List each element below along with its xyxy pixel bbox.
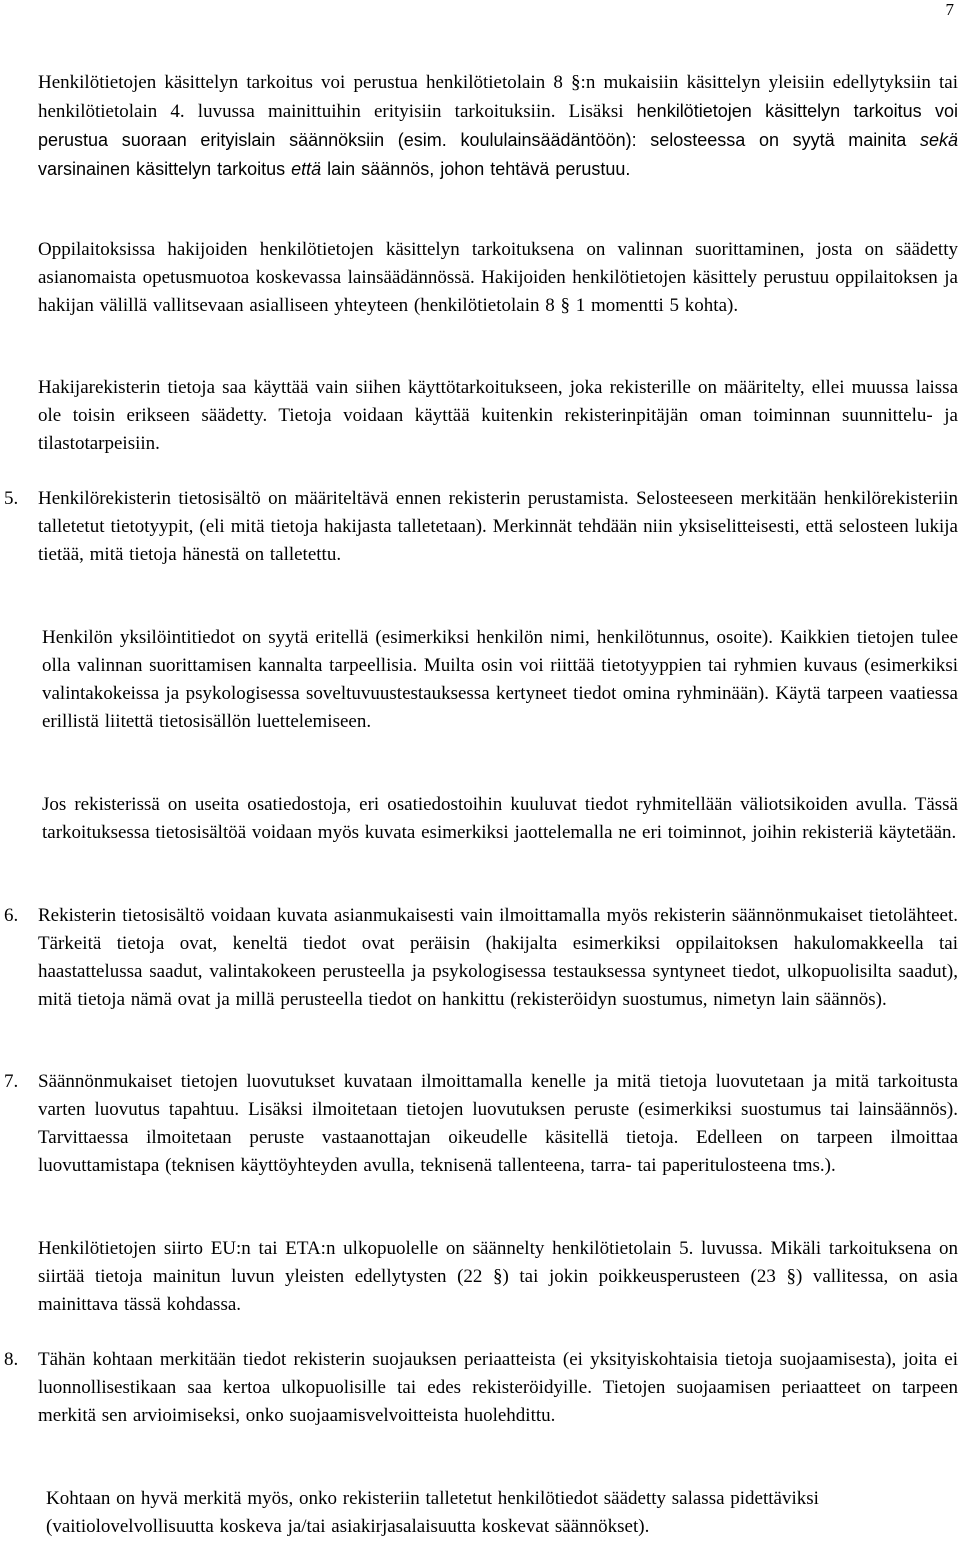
paragraph-identification: Henkilön yksilöintitiedot on syytä eritellä (esimerkiksi henkilön nimi, henkilötunnus, osoite). Kaikkien tietojen tulee olla valinnan suorittamisen kannalta tarpeellisia. Muilta osin voi riittää tietotyyppien tai ryhmien kuvaus (esimerkiksi valintakokeissa ja psykologisessa soveltuvuustestauksessa kertyneet tiedot omina ryhminään). Käytä tarpeen vaatiessa erillistä liitettä tietosisällön luettelemiseen.: [42, 627, 958, 732]
item-text-5: Henkilörekisterin tietosisältö on määriteltävä ennen rekisterin perustamista. Selosteeseen merkitään henkilörekisteriin talletetut tietotyypit, (eli mitä tietoja hakijasta talletetaan). Merkinnät tehdään niin yksiselitteisesti, että selosteen lukija tietää, mitä tietoja hänestä on talletettu.: [38, 488, 958, 565]
paragraph-purpose-sans-c: lain säännös, johon tehtävä perustuu.: [321, 159, 631, 179]
item-number-7: 7.: [4, 1071, 19, 1092]
paragraph-schools: Oppilaitoksissa hakijoiden henkilötietojen käsittelyn tarkoituksena on valinnan suorittaminen, josta on säädetty asianomaista opetusmuotoa koskevassa lainsäädännössä. Hakijoiden henkilötietojen käsittely perustuu oppilaitoksen ja hakijan välillä vallitsevaan asialliseen yhteyteen (henkilötietolain 8 § 1 momentti 5 kohta).: [38, 239, 958, 316]
paragraph-transfer-eu: Henkilötietojen siirto EU:n tai ETA:n ulkopuolelle on säännelty henkilötietolain 5. luvussa. Mikäli tarkoituksena on siirtää tietoja mainitun luvun yleisten edellytysten (22 §) tai jokin poikkeusperusteen (23 §) vallitessa, on asia mainittava tässä kohdassa.: [38, 1238, 958, 1315]
paragraph-purpose-sans-b: varsinainen käsittelyn tarkoitus: [38, 159, 292, 179]
item-number-8: 8.: [4, 1349, 19, 1370]
page-number: 7: [945, 0, 954, 19]
item-text-8: Tähän kohtaan merkitään tiedot rekisterin suojauksen periaatteista (ei yksityiskohtaisia tietoja suojaamisesta), joita ei luonnollisestikaan saa kertoa ulkopuolisille tai edes rekisteröidyille. Tietojen suojaamisen periaatteet on tarpeen merkitä sen arvioimiseksi, onko suojaamisvelvoitteista huolehdittu.: [38, 1349, 958, 1426]
item-number-6: 6.: [4, 905, 19, 926]
paragraph-purpose-sans-a: henkilötietojen käsittelyn tarkoitus voi perustua suoraan erityislain säännöksiin (esim. koululainsäädäntöön): selosteessa on syytä mainita: [38, 101, 959, 150]
item-text-6: Rekisterin tietosisältö voidaan kuvata asianmukaisesti vain ilmoittamalla myös rekisterin säännönmukaiset tietolähteet. Tärkeitä tietoja ovat, keneltä tiedot ovat peräisin (hakijalta esimerkiksi oppilaitoksen hakulomakkeella tai haastattelussa saadut, valintakokeen perusteella ja psykologisessa testauksessa syntyneet tiedot, ulkopuolisilta saadut), mitä tietoja nämä ovat ja millä perusteella tiedot on hankittu (rekisteröidyn suostumus, nimetyn lain säännös).: [38, 905, 958, 1010]
paragraph-register-usage: Hakijarekisterin tietoja saa käyttää vain siihen käyttötarkoitukseen, joka rekisterille on määritelty, ellei muussa laissa ole toisin erikseen säädetty. Tietoja voidaan käyttää kuitenkin rekisterinpitäjän oman toiminnan suunnittelu- ja tilastotarpeisiin.: [38, 377, 958, 454]
italic-seka: sekä: [919, 130, 958, 150]
paragraph-purpose-serif: Henkilötietojen käsittelyn tarkoitus voi perustua henkilötietolain 8 §:n mukaisiin käsittelyn yleisiin edellytyksiin tai henkilötietolain 4. luvussa mainittuihin erityisiin tarkoituksiin. Lisäksi: [38, 72, 958, 122]
italic-etta: että: [291, 159, 322, 179]
paragraph-purpose: [38, 68, 958, 184]
item-text-7: Säännönmukaiset tietojen luovutukset kuvataan ilmoittamalla kenelle ja mitä tietoja luovutetaan ja mitä tarkoitusta varten luovutus tapahtuu. Lisäksi ilmoitetaan tietojen luovutuksen peruste (esimerkiksi suostumus tai lainsäännös). Tarvittaessa ilmoitetaan peruste vastaanottajan oikeudelle käsitellä tietoja. Edelleen on tarpeen ilmoittaa luovuttamistapa (teknisen käyttöyhteyden avulla, teknisenä tallenteena, tarra- tai paperitulosteena tms.).: [38, 1071, 958, 1176]
paragraph-confidentiality: Kohtaan on hyvä merkitä myös, onko rekisteriin talletetut henkilötiedot säädetty salassa pidettäviksi (vaitiolovelvollisuutta koskeva ja/tai asiakirjasalaisuutta koskevat säännökset).: [46, 1488, 819, 1537]
paragraph-subfiles: Jos rekisterissä on useita osatiedostoja, eri osatiedostoihin kuuluvat tiedot ryhmitellään väliotsikoiden avulla. Tässä tarkoituksessa tietosisältöä voidaan myös kuvata esimerkiksi jaottelemalla ne eri toiminnot, joihin rekisteriä käytetään.: [42, 794, 958, 843]
item-number-5: 5.: [4, 488, 19, 509]
